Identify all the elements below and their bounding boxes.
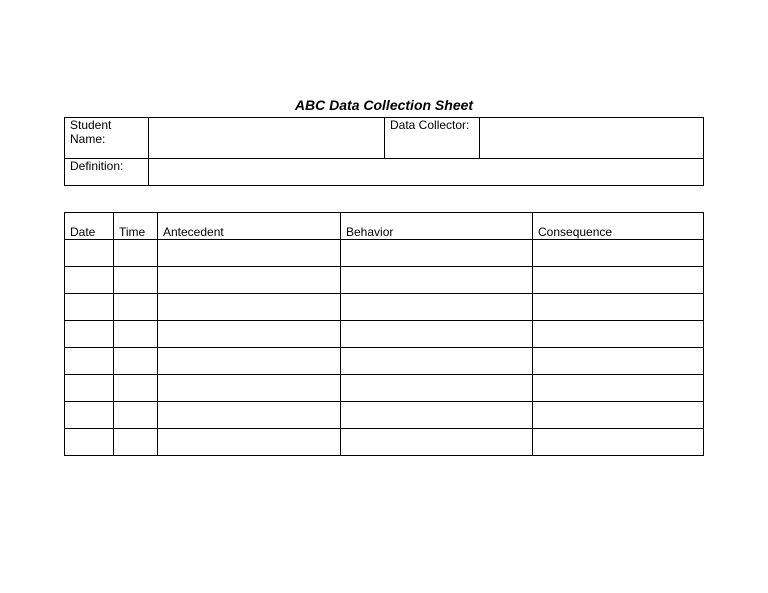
student-label-line1: Student [70, 118, 112, 132]
log-header-row [65, 213, 704, 240]
column-header-behavior: Behavior [341, 213, 533, 240]
student-name-field[interactable] [149, 118, 385, 159]
definition-row [65, 159, 704, 186]
time-cell[interactable] [114, 429, 158, 456]
data-collector-field[interactable] [480, 118, 704, 159]
student-row [65, 118, 704, 159]
table-row [65, 402, 704, 429]
consequence-cell[interactable] [533, 321, 704, 348]
table-row [65, 348, 704, 375]
abc-log-table [64, 212, 704, 456]
consequence-cell[interactable] [533, 375, 704, 402]
table-row [65, 240, 704, 267]
column-header-time: Time [114, 213, 158, 240]
date-cell[interactable] [65, 267, 114, 294]
table-row [65, 267, 704, 294]
antecedent-cell[interactable] [158, 429, 341, 456]
time-cell[interactable] [114, 348, 158, 375]
time-cell[interactable] [114, 321, 158, 348]
behavior-cell[interactable] [341, 240, 533, 267]
column-header-antecedent: Antecedent [158, 213, 341, 240]
antecedent-cell[interactable] [158, 321, 341, 348]
time-cell[interactable] [114, 402, 158, 429]
behavior-cell[interactable] [341, 294, 533, 321]
date-cell[interactable] [65, 321, 114, 348]
behavior-cell[interactable] [341, 348, 533, 375]
table-row [65, 375, 704, 402]
behavior-cell[interactable] [341, 375, 533, 402]
table-row [65, 429, 704, 456]
consequence-cell[interactable] [533, 429, 704, 456]
behavior-cell[interactable] [341, 402, 533, 429]
student-name-label [65, 118, 149, 159]
time-cell[interactable] [114, 294, 158, 321]
date-cell[interactable] [65, 402, 114, 429]
consequence-cell[interactable] [533, 294, 704, 321]
column-header-consequence: Consequence [533, 213, 704, 240]
consequence-cell[interactable] [533, 267, 704, 294]
sheet-title: ABC Data Collection Sheet [294, 97, 474, 113]
date-cell[interactable] [65, 375, 114, 402]
time-cell[interactable] [114, 240, 158, 267]
antecedent-cell[interactable] [158, 267, 341, 294]
data-collector-label: Data Collector: [385, 118, 480, 159]
table-row [65, 294, 704, 321]
antecedent-cell[interactable] [158, 402, 341, 429]
date-cell[interactable] [65, 429, 114, 456]
column-header-date: Date [65, 213, 114, 240]
date-cell[interactable] [65, 348, 114, 375]
consequence-cell[interactable] [533, 402, 704, 429]
antecedent-cell[interactable] [158, 348, 341, 375]
consequence-cell[interactable] [533, 240, 704, 267]
date-cell[interactable] [65, 294, 114, 321]
consequence-cell[interactable] [533, 348, 704, 375]
antecedent-cell[interactable] [158, 240, 341, 267]
student-label-line2: Name: [70, 132, 106, 146]
antecedent-cell[interactable] [158, 294, 341, 321]
antecedent-cell[interactable] [158, 375, 341, 402]
behavior-cell[interactable] [341, 429, 533, 456]
table-row [65, 321, 704, 348]
behavior-cell[interactable] [341, 321, 533, 348]
time-cell[interactable] [114, 375, 158, 402]
time-cell[interactable] [114, 267, 158, 294]
date-cell[interactable] [65, 240, 114, 267]
definition-field[interactable] [149, 159, 704, 186]
log-body [65, 240, 704, 456]
student-info-table [64, 117, 704, 186]
behavior-cell[interactable] [341, 267, 533, 294]
definition-label: Definition: [65, 159, 149, 186]
